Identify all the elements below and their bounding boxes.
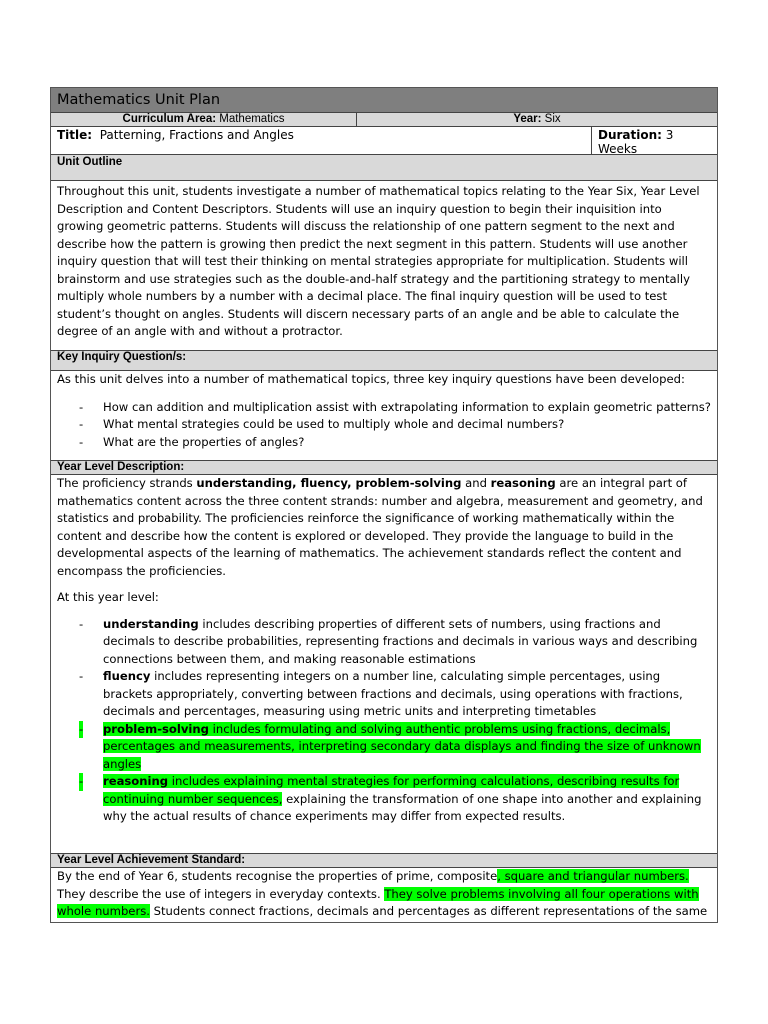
section-heading-year-level-description: Year Level Description: xyxy=(51,461,717,475)
title-row xyxy=(51,127,717,155)
section-heading-unit-outline: Unit Outline xyxy=(51,155,717,181)
page-title: Mathematics Unit Plan xyxy=(51,88,717,113)
unit-outline-text: Throughout this unit, students investigate a number of mathematical topics relating to the Year Six, Year Level Description and Content Descriptors. Students will use an inquiry question to begin their inquisition into growing geometric patterns. Students will discuss the relationship of one pattern segment to the next and describe how the pattern is growing then predict the next segment in this pattern. Students will use another inquiry question that will test their thinking on mental strategies appropriate for multiplication. Students will brainstorm and use strategies such as the double-and-half strategy and the partitioning strategy to mentally multiply whole numbers by a number with a decimal place. The final inquiry question will be used to test student’s thought on angles. Students will discern necessary parts of an angle and be able to calculate the degree of an angle with and without a protractor. xyxy=(51,181,717,351)
key-inquiry-body: As this unit delves into a number of mathematical topics, three key inquiry questions have been developed: - How can addition and multiplication assist with extrapolating information to explain geometric patterns? - What mental strategies could be used to multiply whole and decimal numbers? - What are the properties of angles? xyxy=(51,371,717,461)
list-item: - reasoning includes explaining mental strategies for performing calculations, describing results for continuing number sequences, explaining the transformation of one shape into another and explaining why the actual results of chance experiments may differ from expected results. xyxy=(79,774,702,823)
list-item: - What mental strategies could be used to multiply whole and decimal numbers? xyxy=(79,417,565,431)
list-item: - fluency includes representing integers on a number line, calculating simple percentages, using brackets appropriately, converting between fractions and decimals, using operations with fractions, decimals and percentages, measuring using metric units and interpreting timetables xyxy=(79,669,683,718)
at-this-level: At this year level: xyxy=(57,590,159,604)
year-level-description-body xyxy=(51,475,717,854)
section-heading-achievement-standard: Year Level Achievement Standard: xyxy=(51,854,717,868)
proficiency-paragraph: The proficiency strands understanding, fluency, problem-solving and reasoning are an integral part of mathematics content across the three content strands: number and algebra, measurement and geometry, and statistics and probability. The proficiencies reinforce the significance of working mathematically within the content and describe how the content is explored or developed. They provide the language to build in the developmental aspects of the learning of mathematics. The achievement standards reflect the content and encompass the proficiencies. xyxy=(57,476,703,578)
section-heading-key-inquiry: Key Inquiry Question/s: xyxy=(51,351,717,371)
duration-cell: Duration: 3 Weeks xyxy=(598,128,674,156)
list-item: - problem-solving includes formulating and solving authentic problems using fractions, decimals, percentages and measurements, interpreting secondary data displays and finding the size of unknown angles xyxy=(79,721,701,771)
list-item: - How can addition and multiplication assist with extrapolating information to explain geometric patterns? xyxy=(79,399,711,414)
year-cell: Year: Six xyxy=(513,113,561,125)
unit-plan-table xyxy=(50,87,718,923)
curriculum-row xyxy=(51,113,717,127)
list-item: - What are the properties of angles? xyxy=(79,434,305,449)
curriculum-area: Curriculum Area: Mathematics xyxy=(51,113,357,126)
unit-title: Title: Patterning, Fractions and Angles xyxy=(51,127,592,154)
list-item: - understanding includes describing properties of different sets of numbers, using fractions and decimals to describe probabilities, representing fractions and decimals in various ways and describing connections between them, and making reasonable estimations xyxy=(79,616,698,666)
proficiency-list xyxy=(57,616,711,826)
achievement-standard-body: By the end of Year 6, students recognise the properties of prime, composite, square and triangular numbers. They describe the use of integers in everyday contexts. They solve problems involving all four operations with whole numbers. Students connect fractions, decimals and percentages as different representations of the same xyxy=(57,869,708,918)
